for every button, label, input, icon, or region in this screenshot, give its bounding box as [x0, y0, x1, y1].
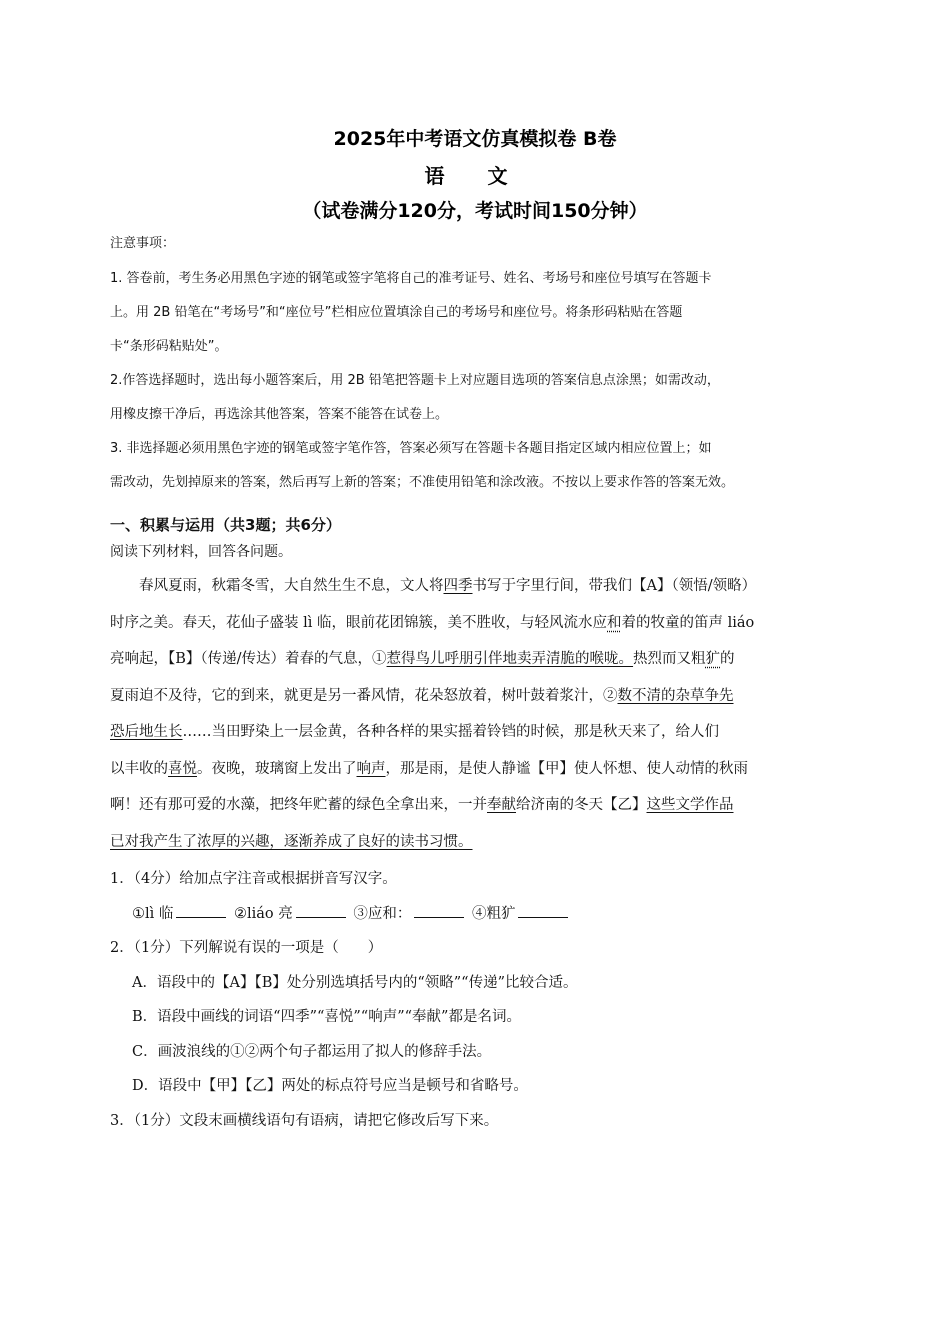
- section-heading: 一、积累与运用（共3题；共6分）: [110, 516, 341, 534]
- question-2-option-a: A．语段中的【A】【B】处分别选填括号内的“领略”“传递”比较合适。: [132, 974, 578, 991]
- exam-title: 2025年中考语文仿真模拟卷 B卷: [333, 128, 617, 150]
- passage-line: [110, 824, 845, 861]
- question-1-items: ①lì 临 ②liáo 亮 ③应和： ④粗犷: [110, 897, 845, 932]
- underlined-sentence: 已对我产生了浓厚的兴趣，逐渐养成了良好的读书习惯。: [110, 833, 473, 850]
- wavy-sentence: 惹得鸟儿呼朋引伴地卖弄清脆的喉咙。: [386, 651, 634, 667]
- wavy-sentence: 恐后地生长: [110, 724, 183, 740]
- underlined-word: 响声: [356, 760, 386, 777]
- question-1: 1．（4分）给加点字注音或根据拼音写汉字。: [110, 871, 397, 887]
- question-2-option-d: D．语段中【甲】【乙】两处的标点符号应当是顿号和省略号。: [132, 1078, 528, 1094]
- note-line: 卡“条形码粘贴处”。: [110, 339, 228, 354]
- note-line: 上。用 2B 铅笔在“考场号”和“座位号”栏相应位置填涂自己的考场号和座位号。将条形码粘贴在答题: [110, 305, 683, 320]
- passage-line: 春风夏雨，秋霜冬雪，大自然生生不息，文人将四季书写于字里行间，带我们【A】（领悟/领略）: [139, 578, 757, 594]
- passage-line: 啊！还有那可爱的水藻，把终年贮蓄的绿色全拿出来，一并奉献给济南的冬天【乙】这些文学作品: [110, 797, 734, 813]
- question-2: 2．（1分）下列解说有误的一项是（ ）: [110, 940, 383, 956]
- answer-blank[interactable]: [176, 905, 226, 918]
- underlined-sentence: 这些文学作品: [646, 797, 734, 813]
- note-line: 2.作答选择题时，选出每小题答案后，用 2B 铅笔把答题卡上对应题目选项的答案信息点涂黑；如需改动，: [110, 373, 720, 388]
- underlined-word: 喜悦: [168, 760, 197, 777]
- notes-heading: 注意事项：: [110, 236, 176, 251]
- note-line: 3. 非选择题必须用黑色字迹的钢笔或签字笔作答，答案必须写在答题卡各题目指定区域内相应位置上；如: [110, 441, 712, 456]
- note-line: 需改动，先划掉原来的答案，然后再写上新的答案；不准使用铅笔和涂改液。不按以上要求作答的答案无效。: [110, 475, 735, 490]
- note-line: 用橡皮擦干净后，再选涂其他答案，答案不能答在试卷上。: [110, 407, 449, 422]
- section-intro: 阅读下列材料，回答各问题。: [110, 544, 292, 560]
- question-3: 3．（1分）文段末画横线语句有语病，请把它修改后写下来。: [110, 1112, 499, 1129]
- underlined-word: 四季: [443, 578, 473, 594]
- answer-blank[interactable]: [296, 905, 346, 918]
- exam-info: （试卷满分120分，考试时间150分钟）: [302, 200, 648, 222]
- passage-line: 时序之美。春天，花仙子盛装 lì 临，眼前花团锦簇，美不胜收，与轻风流水应和着的牧童的笛声 liáo: [110, 614, 755, 631]
- question-2-option-c: C．画波浪线的①②两个句子都运用了拟人的修辞手法。: [132, 1043, 492, 1060]
- passage-line: 恐后地生长……当田野染上一层金黄，各种各样的果实摇着铃铛的时候，那是秋天来了，给人们: [110, 724, 719, 740]
- notes-list: [110, 262, 850, 500]
- dotted-char: 犷: [705, 651, 721, 667]
- wavy-sentence: 数不清的杂草争先: [617, 687, 734, 704]
- answer-blank[interactable]: [414, 905, 464, 918]
- question-2-option-b: B．语段中画线的词语“四季”“喜悦”“响声”“奉献”都是名词。: [132, 1009, 521, 1025]
- note-line: 1. 答卷前，考生务必用黑色字迹的钢笔或签字笔将自己的准考证号、姓名、考场号和座位号填写在答题卡: [110, 271, 712, 286]
- reading-passage: [110, 568, 845, 860]
- dotted-char: 和: [607, 614, 622, 631]
- passage-line: 夏雨迫不及待，它的到来，就更是另一番风情，花朵怒放着，树叶鼓着浆汁，②数不清的杂草争先: [110, 687, 734, 704]
- answer-blank[interactable]: [518, 905, 568, 918]
- passage-line: 以丰收的喜悦。夜晚，玻璃窗上发出了响声，那是雨，是使人静谧【甲】使人怀想、使人动情的秋雨: [110, 760, 748, 777]
- passage-line: 亮响起，【B】（传递/传达）着春的气息，①惹得鸟儿呼朋引伴地卖弄清脆的喉咙。热烈而又粗犷的: [110, 651, 735, 667]
- questions: [110, 862, 845, 1138]
- subject-title: 语 文: [424, 164, 526, 188]
- underlined-word: 奉献: [487, 797, 516, 813]
